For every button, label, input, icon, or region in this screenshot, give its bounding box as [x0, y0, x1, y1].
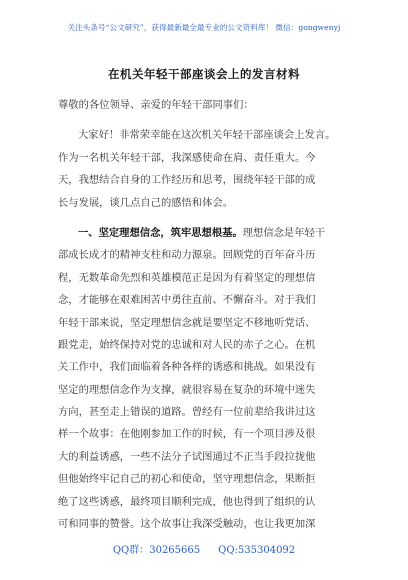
paragraph-line: 大家好！非常荣幸能在这次机关年轻干部座谈会上发言。: [78, 129, 336, 142]
footer-contact: [0, 541, 408, 556]
paragraph-line: 关工作中，我们面临着各种各样的诱惑和挑战。如果没有: [58, 361, 316, 374]
footer-qq-number: QQ:535304092: [218, 545, 296, 556]
paragraph-line: 作为一名机关年轻干部，我深感使命在肩、责任重大。今: [58, 151, 316, 164]
paragraph-line: 程，无数革命先烈和英雄模范正是因为有着坚定的理想信: [58, 271, 316, 284]
paragraph-line: 坚定的理想信念作为支撑，就很容易在复杂的环境中迷失: [58, 383, 316, 396]
paragraph-line: 绝了这些诱惑，最终项目顺利完成，他也得到了组织的认: [58, 495, 316, 508]
salutation: 尊敬的各位领导、亲爱的年轻干部同事们：: [58, 99, 254, 111]
footer-qq-group: QQ群：30265665: [112, 545, 201, 556]
paragraph-line: 部成长成才的精神支柱和动力源泉。回顾党的百年奋斗历: [58, 249, 316, 262]
paragraph-line: 念，才能够在艰难困苦中勇往直前、不懈奋斗。对于我们: [58, 294, 316, 307]
paragraph-line: 方向，甚至走上错误的道路。曾经有一位前辈给我讲过这: [58, 406, 316, 419]
paragraph-line: 年轻干部来说，坚定理想信念就是要坚定不移地听党话、: [58, 316, 316, 329]
document-title: 在机关年轻干部座谈会上的发言材料: [108, 67, 300, 81]
paragraph-line: 天，我想结合自身的工作经历和思考，围绕年轻干部的成: [58, 174, 316, 187]
paragraph-line: 可和同事的赞誉。这个故事让我深受触动，也让我更加深: [58, 518, 316, 531]
paragraph-line: 但他始终牢记自己的初心和使命，坚守理想信念，果断拒: [58, 473, 316, 486]
paragraph-intro: [58, 124, 350, 214]
header-banner: 关注头条号“公文研究”，获得最新最全最专业的公文资料库！ 微信：gongwenyj: [67, 23, 341, 32]
paragraph-line: 大的利益诱惑，一些不法分子试图通过不正当手段拉拢他: [58, 450, 316, 463]
paragraph-line: 样一个故事：在他刚参加工作的时候，有一个项目涉及很: [58, 428, 316, 441]
section-heading: 一、坚定理想信念，筑牢思想根基。: [78, 226, 243, 239]
paragraph-line: 长与发展，谈几点自己的感悟和体会。: [58, 196, 234, 209]
paragraph-line: 跟党走，始终保持对党的忠诚和对人民的赤子之心。在机: [58, 338, 316, 351]
document-body: [58, 94, 350, 535]
paragraph-text: 理想信念是年轻干: [242, 226, 326, 239]
paragraph-line: [58, 222, 350, 244]
paragraph-section-one: [58, 222, 350, 535]
